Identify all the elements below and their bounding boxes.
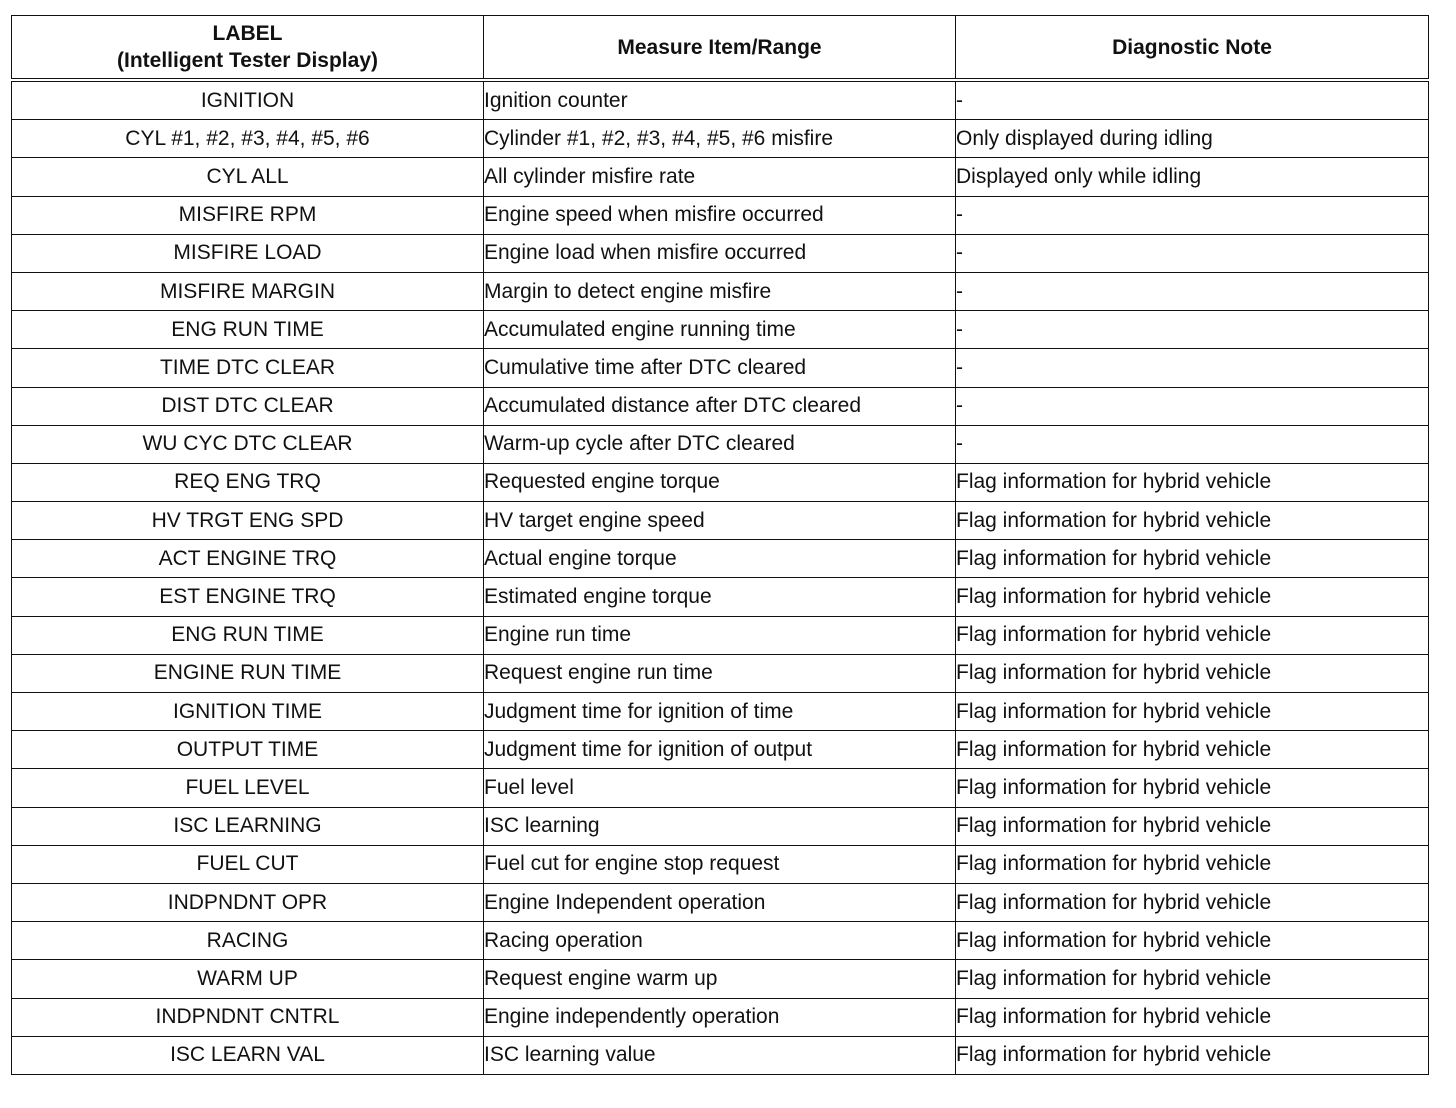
header-label-subtitle: (Intelligent Tester Display) [117, 49, 378, 72]
row-label: CYL ALL [12, 158, 484, 196]
table-row [12, 922, 1429, 960]
row-label: ISC LEARN VAL [12, 1036, 484, 1074]
row-label: ENG RUN TIME [12, 616, 484, 654]
row-measure: Estimated engine torque [484, 578, 956, 616]
row-measure: Accumulated engine running time [484, 311, 956, 349]
row-measure: Engine load when misfire occurred [484, 234, 956, 272]
row-label: EST ENGINE TRQ [12, 578, 484, 616]
row-label: INDPNDNT CNTRL [12, 998, 484, 1036]
row-measure: Judgment time for ignition of output [484, 731, 956, 769]
row-label: RACING [12, 922, 484, 960]
row-measure: Fuel cut for engine stop request [484, 845, 956, 883]
row-measure: Ignition counter [484, 80, 956, 120]
row-label: INDPNDNT OPR [12, 883, 484, 921]
table-row [12, 998, 1429, 1036]
row-label: HV TRGT ENG SPD [12, 502, 484, 540]
row-measure: Actual engine torque [484, 540, 956, 578]
row-label: REQ ENG TRQ [12, 463, 484, 501]
table-row [12, 845, 1429, 883]
row-measure: Engine run time [484, 616, 956, 654]
row-note: - [956, 234, 1429, 272]
row-label: CYL #1, #2, #3, #4, #5, #6 [12, 120, 484, 158]
table-row [12, 578, 1429, 616]
row-label: MISFIRE RPM [12, 196, 484, 234]
table-row [12, 80, 1429, 120]
row-measure: Judgment time for ignition of time [484, 693, 956, 731]
row-label: MISFIRE LOAD [12, 234, 484, 272]
row-note: Flag information for hybrid vehicle [956, 922, 1429, 960]
row-measure: Engine independently operation [484, 998, 956, 1036]
row-measure: Racing operation [484, 922, 956, 960]
row-label: ENG RUN TIME [12, 311, 484, 349]
row-measure: Requested engine torque [484, 463, 956, 501]
row-note: - [956, 272, 1429, 310]
table-row [12, 960, 1429, 998]
table-row [12, 540, 1429, 578]
row-label: TIME DTC CLEAR [12, 349, 484, 387]
row-label: MISFIRE MARGIN [12, 272, 484, 310]
row-label: ACT ENGINE TRQ [12, 540, 484, 578]
table-row [12, 387, 1429, 425]
row-measure: All cylinder misfire rate [484, 158, 956, 196]
table-row [12, 1036, 1429, 1074]
row-note: Displayed only while idling [956, 158, 1429, 196]
row-label: OUTPUT TIME [12, 731, 484, 769]
row-measure: ISC learning value [484, 1036, 956, 1074]
row-note: - [956, 196, 1429, 234]
data-list-table [11, 15, 1429, 1075]
header-label-title: LABEL [212, 22, 283, 45]
table-row [12, 234, 1429, 272]
row-note: Flag information for hybrid vehicle [956, 769, 1429, 807]
row-note: Flag information for hybrid vehicle [956, 807, 1429, 845]
header-note: Diagnostic Note [956, 16, 1429, 81]
row-label: IGNITION TIME [12, 693, 484, 731]
table-row [12, 769, 1429, 807]
row-measure: HV target engine speed [484, 502, 956, 540]
row-measure: ISC learning [484, 807, 956, 845]
row-note: - [956, 80, 1429, 120]
row-label: ENGINE RUN TIME [12, 654, 484, 692]
row-note: Only displayed during idling [956, 120, 1429, 158]
row-note: Flag information for hybrid vehicle [956, 578, 1429, 616]
row-label: WARM UP [12, 960, 484, 998]
row-note: - [956, 387, 1429, 425]
row-label: ISC LEARNING [12, 807, 484, 845]
row-note: Flag information for hybrid vehicle [956, 616, 1429, 654]
row-note: Flag information for hybrid vehicle [956, 731, 1429, 769]
row-label: DIST DTC CLEAR [12, 387, 484, 425]
table-row [12, 463, 1429, 501]
header-row [12, 16, 1429, 81]
header-label [12, 16, 484, 81]
row-measure: Accumulated distance after DTC cleared [484, 387, 956, 425]
row-measure: Fuel level [484, 769, 956, 807]
table-row [12, 425, 1429, 463]
row-note: Flag information for hybrid vehicle [956, 654, 1429, 692]
row-note: Flag information for hybrid vehicle [956, 845, 1429, 883]
row-note: Flag information for hybrid vehicle [956, 463, 1429, 501]
row-note: - [956, 311, 1429, 349]
row-label: WU CYC DTC CLEAR [12, 425, 484, 463]
row-label: IGNITION [12, 80, 484, 120]
row-measure: Request engine warm up [484, 960, 956, 998]
table-row [12, 349, 1429, 387]
row-label: FUEL LEVEL [12, 769, 484, 807]
row-measure: Cumulative time after DTC cleared [484, 349, 956, 387]
table-row [12, 272, 1429, 310]
table-row [12, 616, 1429, 654]
table-row [12, 654, 1429, 692]
row-label: FUEL CUT [12, 845, 484, 883]
row-note: Flag information for hybrid vehicle [956, 998, 1429, 1036]
row-note: Flag information for hybrid vehicle [956, 540, 1429, 578]
row-note: Flag information for hybrid vehicle [956, 1036, 1429, 1074]
table-row [12, 693, 1429, 731]
table-row [12, 158, 1429, 196]
table-header [12, 16, 1429, 81]
table-row [12, 311, 1429, 349]
row-note: Flag information for hybrid vehicle [956, 960, 1429, 998]
table-row [12, 883, 1429, 921]
row-note: - [956, 349, 1429, 387]
row-note: Flag information for hybrid vehicle [956, 693, 1429, 731]
row-measure: Warm-up cycle after DTC cleared [484, 425, 956, 463]
row-measure: Engine Independent operation [484, 883, 956, 921]
row-measure: Margin to detect engine misfire [484, 272, 956, 310]
header-measure: Measure Item/Range [484, 16, 956, 81]
row-measure: Cylinder #1, #2, #3, #4, #5, #6 misfire [484, 120, 956, 158]
table-row [12, 120, 1429, 158]
row-measure: Engine speed when misfire occurred [484, 196, 956, 234]
table-row [12, 731, 1429, 769]
row-note: - [956, 425, 1429, 463]
row-note: Flag information for hybrid vehicle [956, 502, 1429, 540]
table-body [12, 80, 1429, 1074]
table-row [12, 502, 1429, 540]
table-row [12, 196, 1429, 234]
row-note: Flag information for hybrid vehicle [956, 883, 1429, 921]
row-measure: Request engine run time [484, 654, 956, 692]
table-row [12, 807, 1429, 845]
